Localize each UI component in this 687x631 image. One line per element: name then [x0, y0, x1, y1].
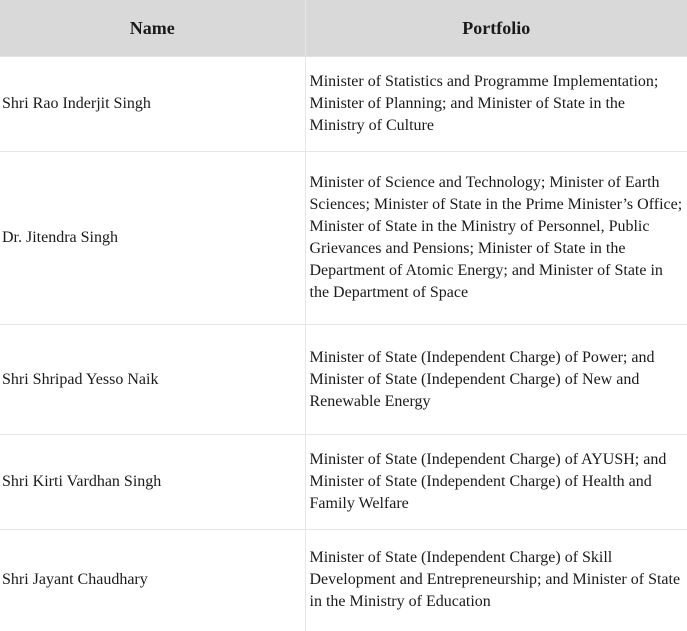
table-row	[0, 57, 687, 152]
table-body	[0, 57, 687, 631]
minister-name: Shri Jayant Chaudhary	[0, 530, 305, 631]
table-row	[0, 152, 687, 325]
column-header-name: Name	[0, 0, 305, 57]
minister-name: Shri Shripad Yesso Naik	[0, 325, 305, 435]
table-header	[0, 0, 687, 57]
minister-portfolio: Minister of Science and Technology; Minister of Earth Sciences; Minister of State in the Prime Minister’s Office; Minister of State in the Ministry of Personnel, Public Grievances and Pensions; Minister of State in the Department of Atomic Energy; and Minister of State in the Department of Space	[305, 152, 687, 325]
minister-portfolio: Minister of State (Independent Charge) of AYUSH; and Minister of State (Independent Charge) of Health and Family Welfare	[305, 435, 687, 530]
table-row	[0, 325, 687, 435]
table-row	[0, 435, 687, 530]
column-header-portfolio: Portfolio	[305, 0, 687, 57]
header-row	[0, 0, 687, 57]
minister-name: Shri Kirti Vardhan Singh	[0, 435, 305, 530]
minister-name: Dr. Jitendra Singh	[0, 152, 305, 325]
minister-portfolio: Minister of State (Independent Charge) of Power; and Minister of State (Independent Charge) of New and Renewable Energy	[305, 325, 687, 435]
minister-name: Shri Rao Inderjit Singh	[0, 57, 305, 152]
minister-portfolio: Minister of Statistics and Programme Implementation; Minister of Planning; and Minister of State in the Ministry of Culture	[305, 57, 687, 152]
table-row	[0, 530, 687, 631]
minister-portfolio: Minister of State (Independent Charge) of Skill Development and Entrepreneurship; and Minister of State in the Ministry of Education	[309, 549, 681, 611]
